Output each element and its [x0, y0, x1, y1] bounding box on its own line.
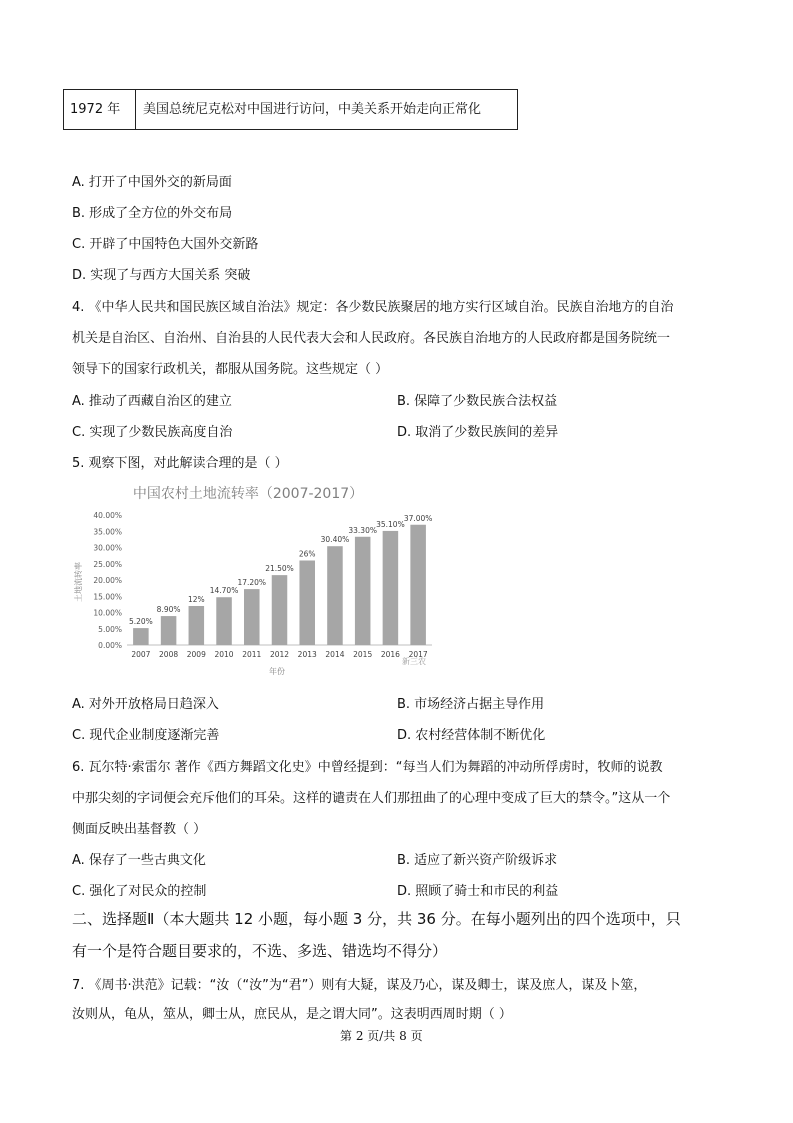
y-tick-label: 40.00%: [93, 511, 122, 520]
q4-option-d: D. 取消了少数民族间的差异: [397, 425, 559, 440]
data-label-2010: 14.70%: [209, 586, 239, 596]
x-tick-label: 2013: [297, 650, 317, 659]
bar-2013: [299, 561, 315, 646]
x-tick-label: 2007: [131, 650, 151, 659]
y-axis-label: 土地流转率: [74, 562, 83, 602]
q6-stem-line-2: 中那尖刻的字词便会充斥他们的耳朵。这样的谴责在人们那扭曲了的心理中变成了巨大的禁令。”这从一个: [72, 791, 671, 806]
data-label-2007: 5.20%: [128, 617, 153, 627]
q3-option-c: C. 开辟了中国特色大国外交新路: [72, 237, 259, 252]
data-label-2015: 33.30%: [348, 525, 377, 535]
q5-option-b: B. 市场经济占据主导作用: [397, 697, 545, 712]
x-tick-label: 2017: [408, 650, 428, 659]
q3-option-a: A. 打开了中国外交的新局面: [72, 175, 232, 190]
y-tick-label: 15.00%: [93, 592, 122, 602]
data-label-2014: 30.40%: [320, 535, 350, 545]
bar-2017: [410, 525, 426, 645]
section2-header-line-1: 二、选择题Ⅱ（本大题共 12 小题，每小题 3 分，共 36 分。在每小题列出的四个选项中，只: [72, 910, 681, 928]
q6-stem-line-1: 6. 瓦尔特·索雷尔 著作《西方舞蹈文化史》中曾经提到：“每当人们为舞蹈的冲动所俘虏时，牧师的说教: [72, 760, 663, 775]
q5-option-c: C. 现代企业制度逐渐完善: [72, 728, 220, 743]
data-label-2008: 8.90%: [156, 605, 181, 615]
q4-stem-line-3: 领导下的国家行政机关，都服从国务院。这些规定（ ）: [72, 362, 389, 377]
q4-option-a: A. 推动了西藏自治区的建立: [72, 394, 232, 409]
bar-2007: [133, 628, 149, 645]
chart-title: 中国农村土地流转率（2007-2017）: [132, 486, 364, 502]
x-tick-label: 2012: [269, 650, 290, 659]
y-tick-label: 10.00%: [93, 608, 122, 618]
x-tick-label: 2016: [380, 650, 400, 659]
section2-header-line-2: 有一个是符合题目要求的，不选、多选、错选均不得分）: [72, 942, 448, 960]
watermark-text: 新三农: [402, 657, 426, 666]
bar-2011: [244, 589, 260, 645]
x-tick-label: 2008: [159, 650, 179, 659]
bar-2015: [355, 537, 371, 645]
q3-option-b: B. 形成了全方位的外交布局: [72, 206, 233, 221]
x-axis-label: 年份: [269, 667, 285, 676]
table-year: 1972 年: [64, 90, 136, 129]
q4-stem-line-2: 机关是自治区、自治州、自治县的人民代表大会和人民政府。各民族自治地方的人民政府都是国务院统一: [72, 331, 671, 346]
q6-option-a: A. 保存了一些古典文化: [72, 853, 206, 868]
q3-option-d: D. 实现了与西方大国关系 突破: [72, 268, 251, 283]
bar-2010: [216, 597, 232, 645]
q4-option-b: B. 保障了少数民族合法权益: [397, 394, 558, 409]
q4-option-c: C. 实现了少数民族高度自治: [72, 425, 233, 440]
bar-2016: [383, 531, 399, 645]
q6-option-b: B. 适应了新兴资产阶级诉求: [397, 853, 558, 868]
x-tick-label: 2009: [186, 650, 206, 659]
q5-option-d: D. 农村经营体制不断优化: [397, 728, 546, 743]
q7-stem-line-1: 7. 《周书·洪范》记载：“汝（“汝”为“君”）则有大疑，谋及乃心，谋及卿士，谋及庶人，谋及卜筮，: [72, 978, 647, 993]
data-label-2012: 21.50%: [265, 564, 294, 574]
q7-stem-line-2: 汝则从，龟从，筮从，卿士从，庶民从，是之谓大同”。这表明西周时期（ ）: [72, 1007, 512, 1022]
y-tick-label: 5.00%: [98, 624, 122, 634]
y-tick-label: 0.00%: [98, 641, 122, 650]
data-label-2009: 12%: [187, 595, 205, 604]
data-label-2016: 35.10%: [376, 519, 405, 529]
info-table: [63, 89, 518, 130]
bar-2014: [327, 546, 343, 645]
y-tick-label: 20.00%: [93, 576, 122, 585]
table-event: 美国总统尼克松对中国进行访问，中美关系开始走向正常化: [143, 102, 482, 117]
y-tick-label: 30.00%: [93, 543, 122, 553]
x-tick-label: 2011: [242, 650, 262, 659]
q6-stem-line-3: 侧面反映出基督教（ ）: [72, 822, 207, 837]
x-tick-label: 2015: [353, 650, 373, 659]
bar-2008: [161, 616, 177, 645]
data-label-2013: 26%: [298, 549, 316, 559]
bar-2009: [189, 606, 205, 645]
x-tick-label: 2010: [214, 650, 234, 659]
q5-stem: 5. 观察下图，对此解读合理的是（ ）: [72, 456, 288, 471]
land-transfer-chart: [70, 478, 450, 681]
bar-2012: [272, 575, 288, 645]
q4-stem-line-1: 4. 《中华人民共和国民族区域自治法》规定：各少数民族聚居的地方实行区域自治。民族自治地方的自治: [72, 300, 674, 315]
data-label-2017: 37.00%: [403, 513, 433, 523]
x-tick-label: 2014: [325, 650, 345, 659]
q6-option-d: D. 照顾了骑士和市民的利益: [397, 884, 559, 899]
y-tick-label: 25.00%: [93, 559, 122, 569]
page-footer: 第 2 页/共 8 页: [340, 1029, 423, 1043]
data-label-2011: 17.20%: [237, 578, 267, 588]
q6-option-c: C. 强化了对民众的控制: [72, 884, 207, 899]
q5-option-a: A. 对外开放格局日趋深入: [72, 697, 219, 712]
y-tick-label: 35.00%: [93, 527, 122, 537]
